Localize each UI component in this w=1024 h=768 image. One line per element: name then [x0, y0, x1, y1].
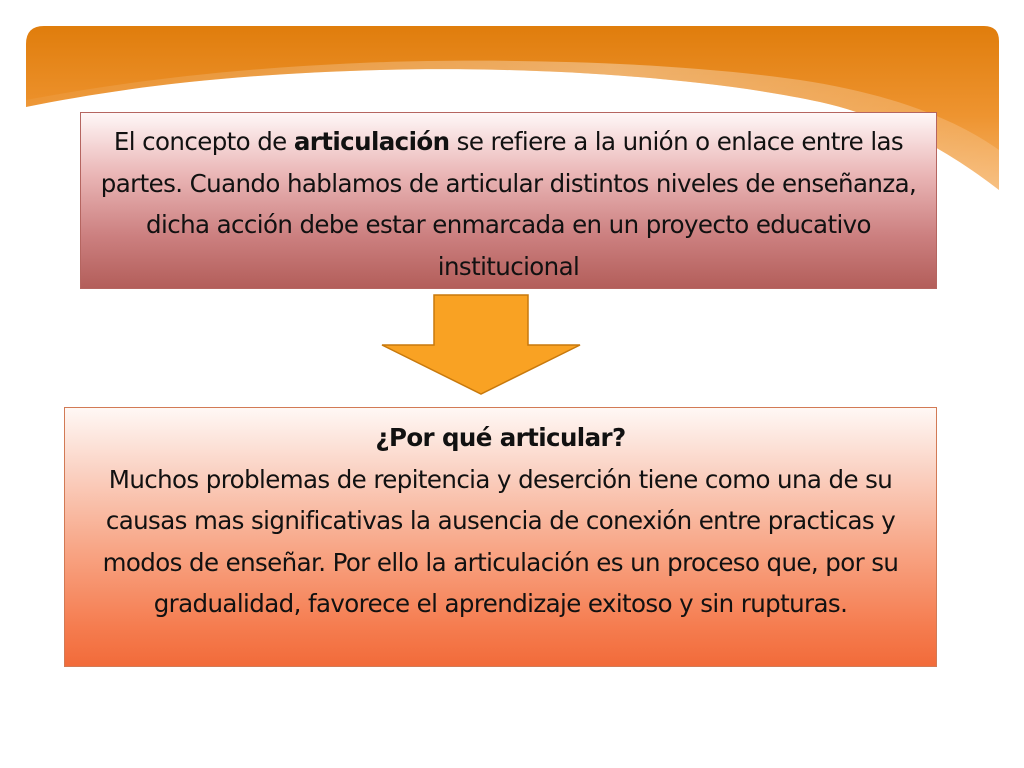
- definition-text: se refiere a la unión o enlace entre las partes. Cuando hablamos de articular distintos niveles de enseñanza, dicha acción debe estar enmarcada en un proyecto educativo institucional: [100, 127, 917, 281]
- definition-prefix: El concepto de: [113, 127, 294, 156]
- definition-term: articulación: [293, 127, 450, 156]
- reason-text: Muchos problemas de repitencia y deserción tiene como una de su causas mas significativas la ausencia de conexión entre practicas y modos de enseñar. Por ello la articulación es un proceso que, por su gradualidad, favorece el aprendizaje exitoso y sin rupturas.: [102, 464, 899, 618]
- reason-title: ¿Por qué articular?: [375, 423, 626, 452]
- reason-box: [64, 407, 937, 667]
- down-arrow-shape: [382, 295, 580, 394]
- down-arrow-icon: [378, 293, 584, 397]
- definition-box: [80, 112, 937, 289]
